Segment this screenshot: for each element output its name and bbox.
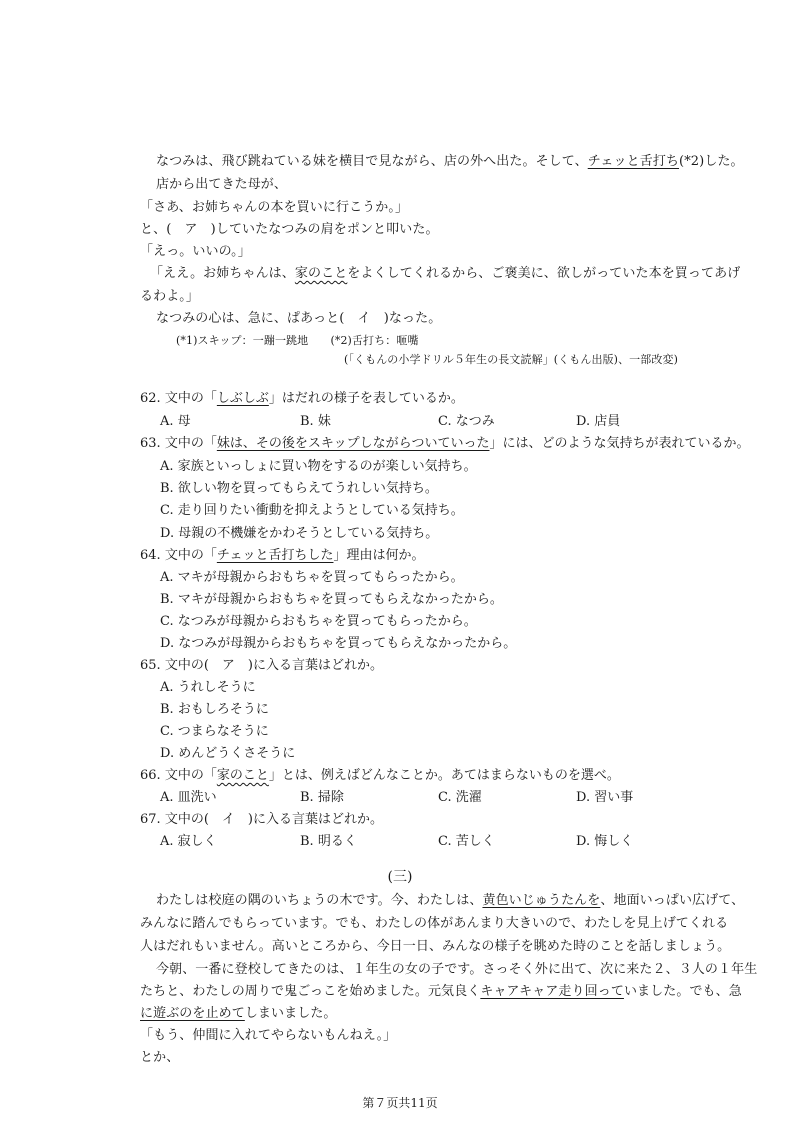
question-67: 67. 文中の( イ )に入る言葉はどれか。 xyxy=(140,812,383,827)
passage-line-6 xyxy=(150,266,740,282)
q62-option-a: A. 母 xyxy=(160,414,191,429)
q66-option-b: B. 掃除 xyxy=(300,790,344,805)
q66-option-c: C. 洗濯 xyxy=(438,790,482,805)
section3-line-1: わたしは校庭の隅のいちょうの木です。今、わたしは、黄色いじゅうたんを、地面いっぱい広げて、 xyxy=(156,893,745,908)
underlined-phrase: 家のこと xyxy=(294,266,348,281)
question-65: 65. 文中の( ア )に入る言葉はどれか。 xyxy=(140,658,383,673)
section3-line-7: 「もう、仲間に入れてやらないもんねえ。」 xyxy=(140,1028,397,1043)
underlined-phrase: チェッと舌打ち xyxy=(587,154,680,169)
passage-text: 「ええ。お姉ちゃんは、 xyxy=(150,266,295,281)
section3-line-3: 人はだれもいません。高いところから、今日一日、みんなの様子を眺めた時のことを話しましょう。 xyxy=(140,939,731,954)
q67-option-b: B. 明るく xyxy=(300,834,357,849)
passage-line-8: なつみの心は、急に、ぱあっと( イ )なった。 xyxy=(156,311,442,326)
passage-line-5: 「えっ。いいの。」 xyxy=(140,244,251,259)
q63-option-b: B. 欲しい物を買ってもらえてうれしい気持ち。 xyxy=(160,481,438,496)
q65-option-b: B. おもしろそうに xyxy=(160,702,269,717)
section3-line-5: たちと、わたしの周りで鬼ごっこを始めました。元気良くキャアキャア走り回っていました。でも、急 xyxy=(140,984,742,999)
passage-line-3: 「さあ、お姉ちゃんの本を買いに行こうか。」 xyxy=(140,200,409,215)
q62-option-d: D. 店員 xyxy=(576,414,621,429)
section3-line-6: に遊ぶのを止めてしまいました。 xyxy=(140,1006,337,1021)
section3-line-2: みんなに踏んでもらっています。でも、わたしの体があんまり大きいので、わたしを見上げてくれる xyxy=(140,916,729,931)
q62-option-b: B. 妹 xyxy=(300,414,331,429)
question-64: 64. 文中の「チェッと舌打ちした」理由は何か。 xyxy=(140,548,425,563)
q66-option-d: D. 習い事 xyxy=(576,790,634,805)
q65-option-d: D. めんどうくさそうに xyxy=(160,746,296,761)
passage-text: をよくしてくれるから、ご褒美に、欲しがっていた本を買ってあげ xyxy=(347,266,741,281)
question-66: 66. 文中の「家のこと」とは、例えばどんなことか。あてはまらないものを選べ。 xyxy=(140,768,620,783)
passage-line-4: と、( ア )していたなつみの肩をポンと叩いた。 xyxy=(140,222,439,237)
underlined-phrase: に遊ぶのを止めて xyxy=(140,1006,245,1021)
q64-option-b: B. マキが母親からおもちゃを買ってもらえなかったから。 xyxy=(160,592,503,607)
q64-option-a: A. マキが母親からおもちゃを買ってもらったから。 xyxy=(160,570,464,585)
question-63: 63. 文中の「妹は、その後をスキップしながらついていった」には、どのような気持ちが表れているか。 xyxy=(140,436,750,451)
q64-option-c: C. なつみが母親からおもちゃを買ってもらったから。 xyxy=(160,614,477,629)
section-title: (三) xyxy=(387,869,413,885)
q63-option-a: A. 家族といっしょに買い物をするのが楽しい気持ち。 xyxy=(160,459,477,474)
footnotes: (*1)スキップ：一蹦一跳地 (*2)舌打ち：咂嘴 xyxy=(176,334,419,347)
q66-option-a: A. 皿洗い xyxy=(160,790,217,805)
q65-option-a: A. うれしそうに xyxy=(160,680,256,695)
passage-text: なつみは、飛び跳ねている妹を横目で見ながら、店の外へ出た。そして、 xyxy=(156,154,588,169)
passage-line-2: 店から出てきた母が、 xyxy=(156,177,288,192)
q67-option-a: A. 寂しく xyxy=(160,834,217,849)
passage-text: (*2)した。 xyxy=(679,154,744,169)
section3-line-4: 今朝、一番に登校してきたのは、１年生の女の子です。さっそく外に出て、次に来た２、３人の１年生 xyxy=(156,962,758,977)
q67-option-c: C. 苦しく xyxy=(438,834,495,849)
question-62: 62. 文中の「しぶしぶ」はだれの様子を表しているか。 xyxy=(140,391,464,406)
q63-option-d: D. 母親の不機嫌をかわそうとしている気持ち。 xyxy=(160,526,439,541)
passage-line-7: るわよ。」 xyxy=(140,289,200,304)
q62-option-c: C. なつみ xyxy=(438,414,495,429)
q64-option-d: D. なつみが母親からおもちゃを買ってもらえなかったから。 xyxy=(160,636,517,651)
q67-option-d: D. 悔しく xyxy=(576,834,634,849)
page-footer: 第７页共11页 xyxy=(362,1096,438,1110)
underlined-phrase: キャアキャア走り回って xyxy=(480,984,624,999)
q63-option-c: C. 走り回りたい衝動を抑えようとしている気持ち。 xyxy=(160,503,464,518)
underlined-phrase: 黄色いじゅうたんを xyxy=(482,893,601,908)
source-citation: (「くもんの小学ドリル５年生の長文読解」(くもん出版)、一部改変) xyxy=(344,353,678,366)
passage-line-1 xyxy=(156,154,744,170)
q65-option-c: C. つまらなそうに xyxy=(160,724,269,739)
section3-line-8: とか、 xyxy=(140,1050,180,1065)
